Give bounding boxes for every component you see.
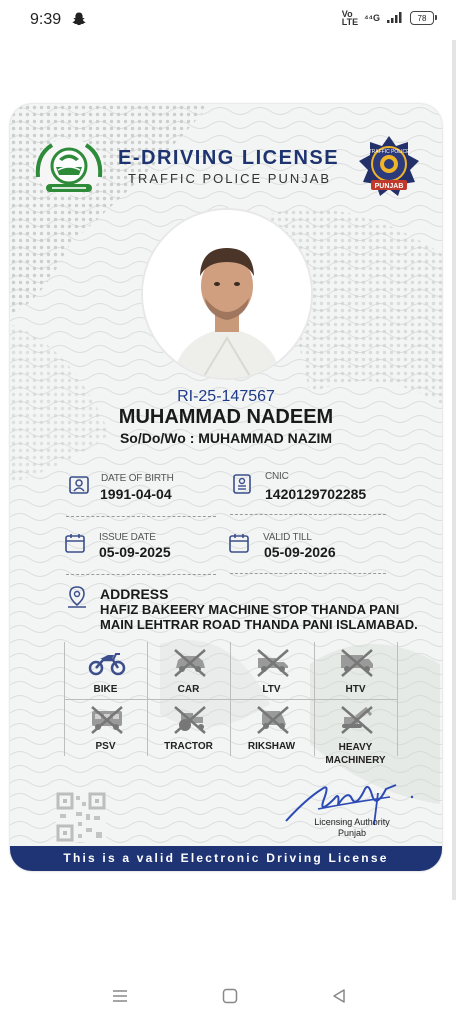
valid-till-label: VALID TILL xyxy=(263,532,312,543)
holder-guardian: So/Do/Wo : MUHAMMAD NAZIM xyxy=(119,430,333,446)
calendar-icon xyxy=(228,532,250,554)
vehicle-category-grid xyxy=(64,642,398,766)
dob-label: DATE OF BIRTH xyxy=(101,473,174,484)
cnic-label: CNIC xyxy=(265,471,289,482)
vehicle-label: HEAVY MACHINERY xyxy=(325,742,386,766)
holder-name: MUHAMMAD NADEEM xyxy=(118,406,334,428)
cnic-value: 1420129702285 xyxy=(265,486,367,502)
back-triangle-icon[interactable] xyxy=(331,988,347,1004)
holder-photo xyxy=(143,210,311,378)
status-time: 9:39 xyxy=(30,11,62,28)
motorbike-icon xyxy=(88,648,126,678)
vehicle-label: HTV xyxy=(345,684,366,695)
system-nav-bar xyxy=(0,980,460,1024)
authority-line-2: Punjab xyxy=(337,828,367,838)
badge-punjab-text: PUNJAB xyxy=(374,183,404,190)
vehicle-category-heavy-machinery xyxy=(314,699,397,766)
holder-portrait xyxy=(143,210,311,378)
licensing-authority xyxy=(306,817,398,839)
location-pin-icon xyxy=(66,585,88,609)
home-square-icon[interactable] xyxy=(222,988,238,1004)
vehicle-category-ltv xyxy=(230,642,313,699)
person-card-icon xyxy=(68,474,90,496)
issue-date-label: ISSUE DATE xyxy=(99,532,156,543)
status-bar xyxy=(0,0,460,40)
valid-till-value: 05-09-2026 xyxy=(264,544,336,560)
menu-icon[interactable] xyxy=(112,988,128,1004)
bus-disallowed-icon xyxy=(88,705,126,735)
card-subtitle: TRAFFIC POLICE PUNJAB xyxy=(128,171,332,186)
government-of-punjab-logo xyxy=(32,137,106,199)
vehicle-label: LTV xyxy=(262,684,281,695)
qr-code[interactable] xyxy=(56,792,106,842)
authority-line-1: Licensing Authority xyxy=(314,817,390,827)
card-title: E-DRIVING LICENSE xyxy=(118,147,340,169)
dob-value: 1991-04-04 xyxy=(100,486,172,502)
car-disallowed-icon xyxy=(171,648,209,678)
vehicle-category-car xyxy=(147,642,230,699)
battery-icon xyxy=(410,11,434,25)
address-label: ADDRESS xyxy=(100,586,169,602)
traffic-police-badge xyxy=(358,134,420,200)
network-type: ⁴⁴G xyxy=(364,13,380,23)
issue-date-value: 05-09-2025 xyxy=(99,544,171,560)
vehicle-label: CAR xyxy=(177,684,200,695)
vehicle-label: RIKSHAW xyxy=(247,741,296,752)
battery-level: 78 xyxy=(417,13,427,23)
snapchat-icon xyxy=(71,11,87,27)
id-card-icon xyxy=(231,473,253,495)
divider xyxy=(66,516,216,517)
validity-footer: This is a valid Electronic Driving License xyxy=(10,846,442,871)
vehicle-label: TRACTOR xyxy=(164,741,213,752)
badge-text: TRAFFIC POLICE xyxy=(368,149,410,155)
excavator-disallowed-icon xyxy=(338,705,376,735)
vehicle-category-psv xyxy=(64,699,147,756)
license-number: RI-25-147567 xyxy=(177,388,275,405)
license-card xyxy=(10,104,442,871)
vehicle-category-bike xyxy=(64,642,147,699)
divider xyxy=(230,573,386,574)
address-line-1: HAFIZ BAKEERY MACHINE STOP THANDA PANI xyxy=(100,602,400,617)
signal-icon xyxy=(386,12,404,24)
scrollbar[interactable] xyxy=(452,40,456,900)
tractor-disallowed-icon xyxy=(171,705,209,735)
volte-indicator: Vo LTE xyxy=(341,9,359,27)
rikshaw-disallowed-icon xyxy=(254,705,292,735)
divider xyxy=(230,514,386,515)
truck-disallowed-icon xyxy=(338,648,376,678)
address-line-2: MAIN LEHTRAR ROAD THANDA PANI ISLAMABAD. xyxy=(100,617,418,632)
vehicle-label: BIKE xyxy=(93,684,118,695)
divider xyxy=(66,574,216,575)
calendar-icon xyxy=(64,532,86,554)
ltv-disallowed-icon xyxy=(254,648,292,678)
vehicle-category-tractor xyxy=(147,699,230,756)
vehicle-label: PSV xyxy=(95,741,116,752)
vehicle-category-htv xyxy=(314,642,397,699)
vehicle-category-rikshaw xyxy=(230,699,313,756)
